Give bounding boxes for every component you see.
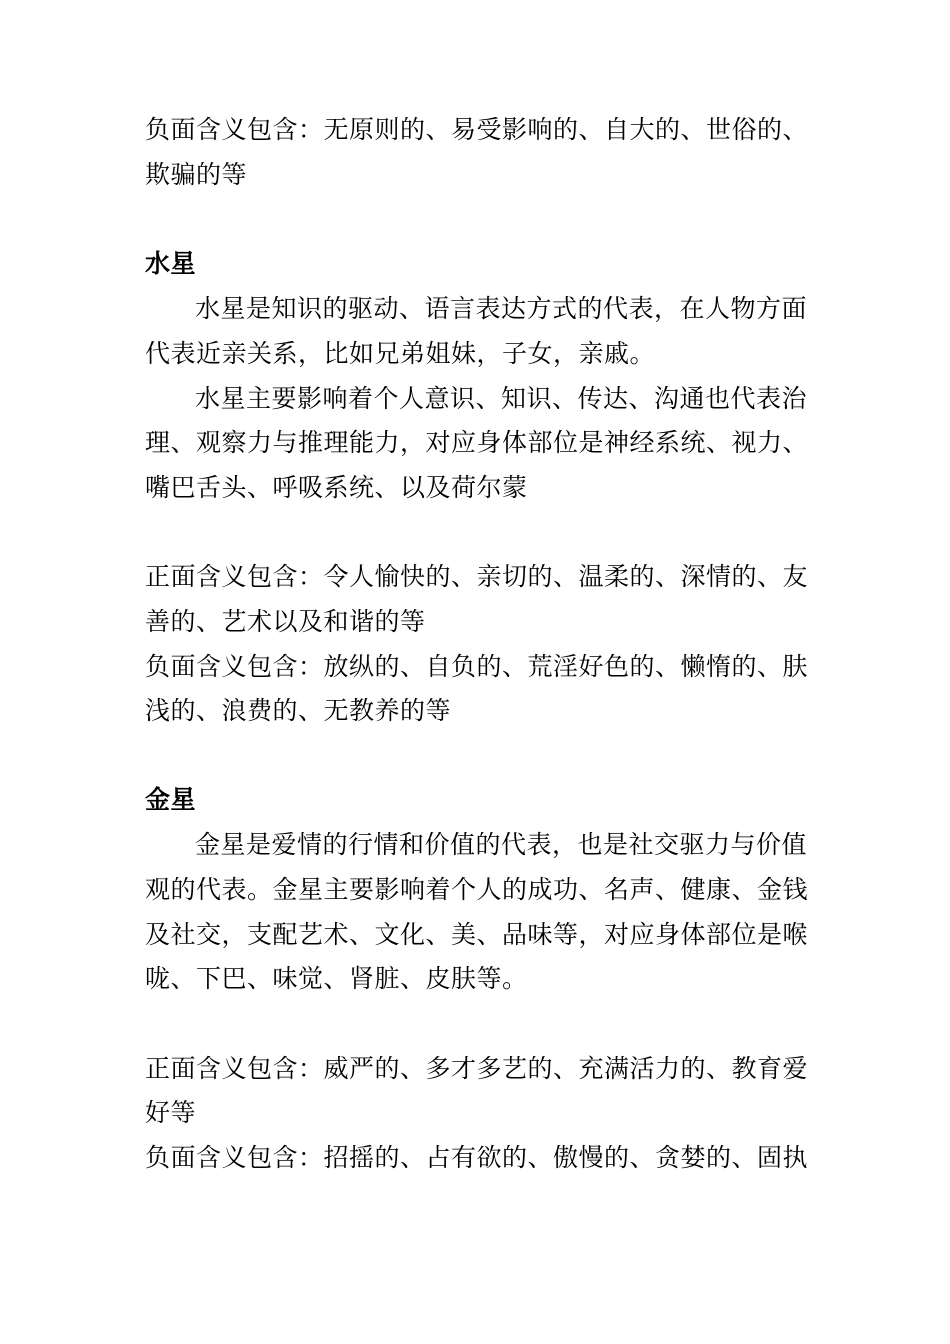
section-heading-venus: 金星 (145, 785, 197, 814)
text-line: 及社交，支配艺术、文化、美、品味等，对应身体部位是喉 (145, 920, 809, 949)
text-line: 欺骗的等 (145, 160, 248, 189)
section-heading-mercury: 水星 (145, 249, 197, 278)
text-line: 负面含义包含：无原则的、易受影响的、自大的、世俗的、 (145, 115, 809, 144)
text-line: 嘴巴舌头、呼吸系统、以及荷尔蒙 (145, 473, 528, 502)
text-line: 理、观察力与推理能力，对应身体部位是神经系统、视力、 (145, 428, 809, 457)
text-line: 咙、下巴、味觉、肾脏、皮肤等。 (145, 964, 528, 993)
text-line: 负面含义包含：放纵的、自负的、荒淫好色的、懒惰的、肤 (145, 652, 809, 681)
text-line: 代表近亲关系，比如兄弟姐妹，子女，亲戚。 (145, 339, 656, 368)
text-line: 正面含义包含：威严的、多才多艺的、充满活力的、教育爱 (145, 1054, 809, 1083)
text-line: 善的、艺术以及和谐的等 (145, 607, 426, 636)
text-line: 金星是爱情的行情和价值的代表，也是社交驱力与价值 (195, 830, 808, 859)
text-line: 观的代表。金星主要影响着个人的成功、名声、健康、金钱 (145, 875, 809, 904)
text-line: 水星是知识的驱动、语言表达方式的代表，在人物方面 (195, 294, 808, 323)
text-line: 浅的、浪费的、无教养的等 (145, 696, 452, 725)
text-line: 负面含义包含：招摇的、占有欲的、傲慢的、贪婪的、固执 (145, 1143, 809, 1172)
text-line: 好等 (145, 1098, 197, 1127)
text-line: 正面含义包含：令人愉快的、亲切的、温柔的、深情的、友 (145, 562, 809, 591)
text-line: 水星主要影响着个人意识、知识、传达、沟通也代表治 (195, 384, 808, 413)
